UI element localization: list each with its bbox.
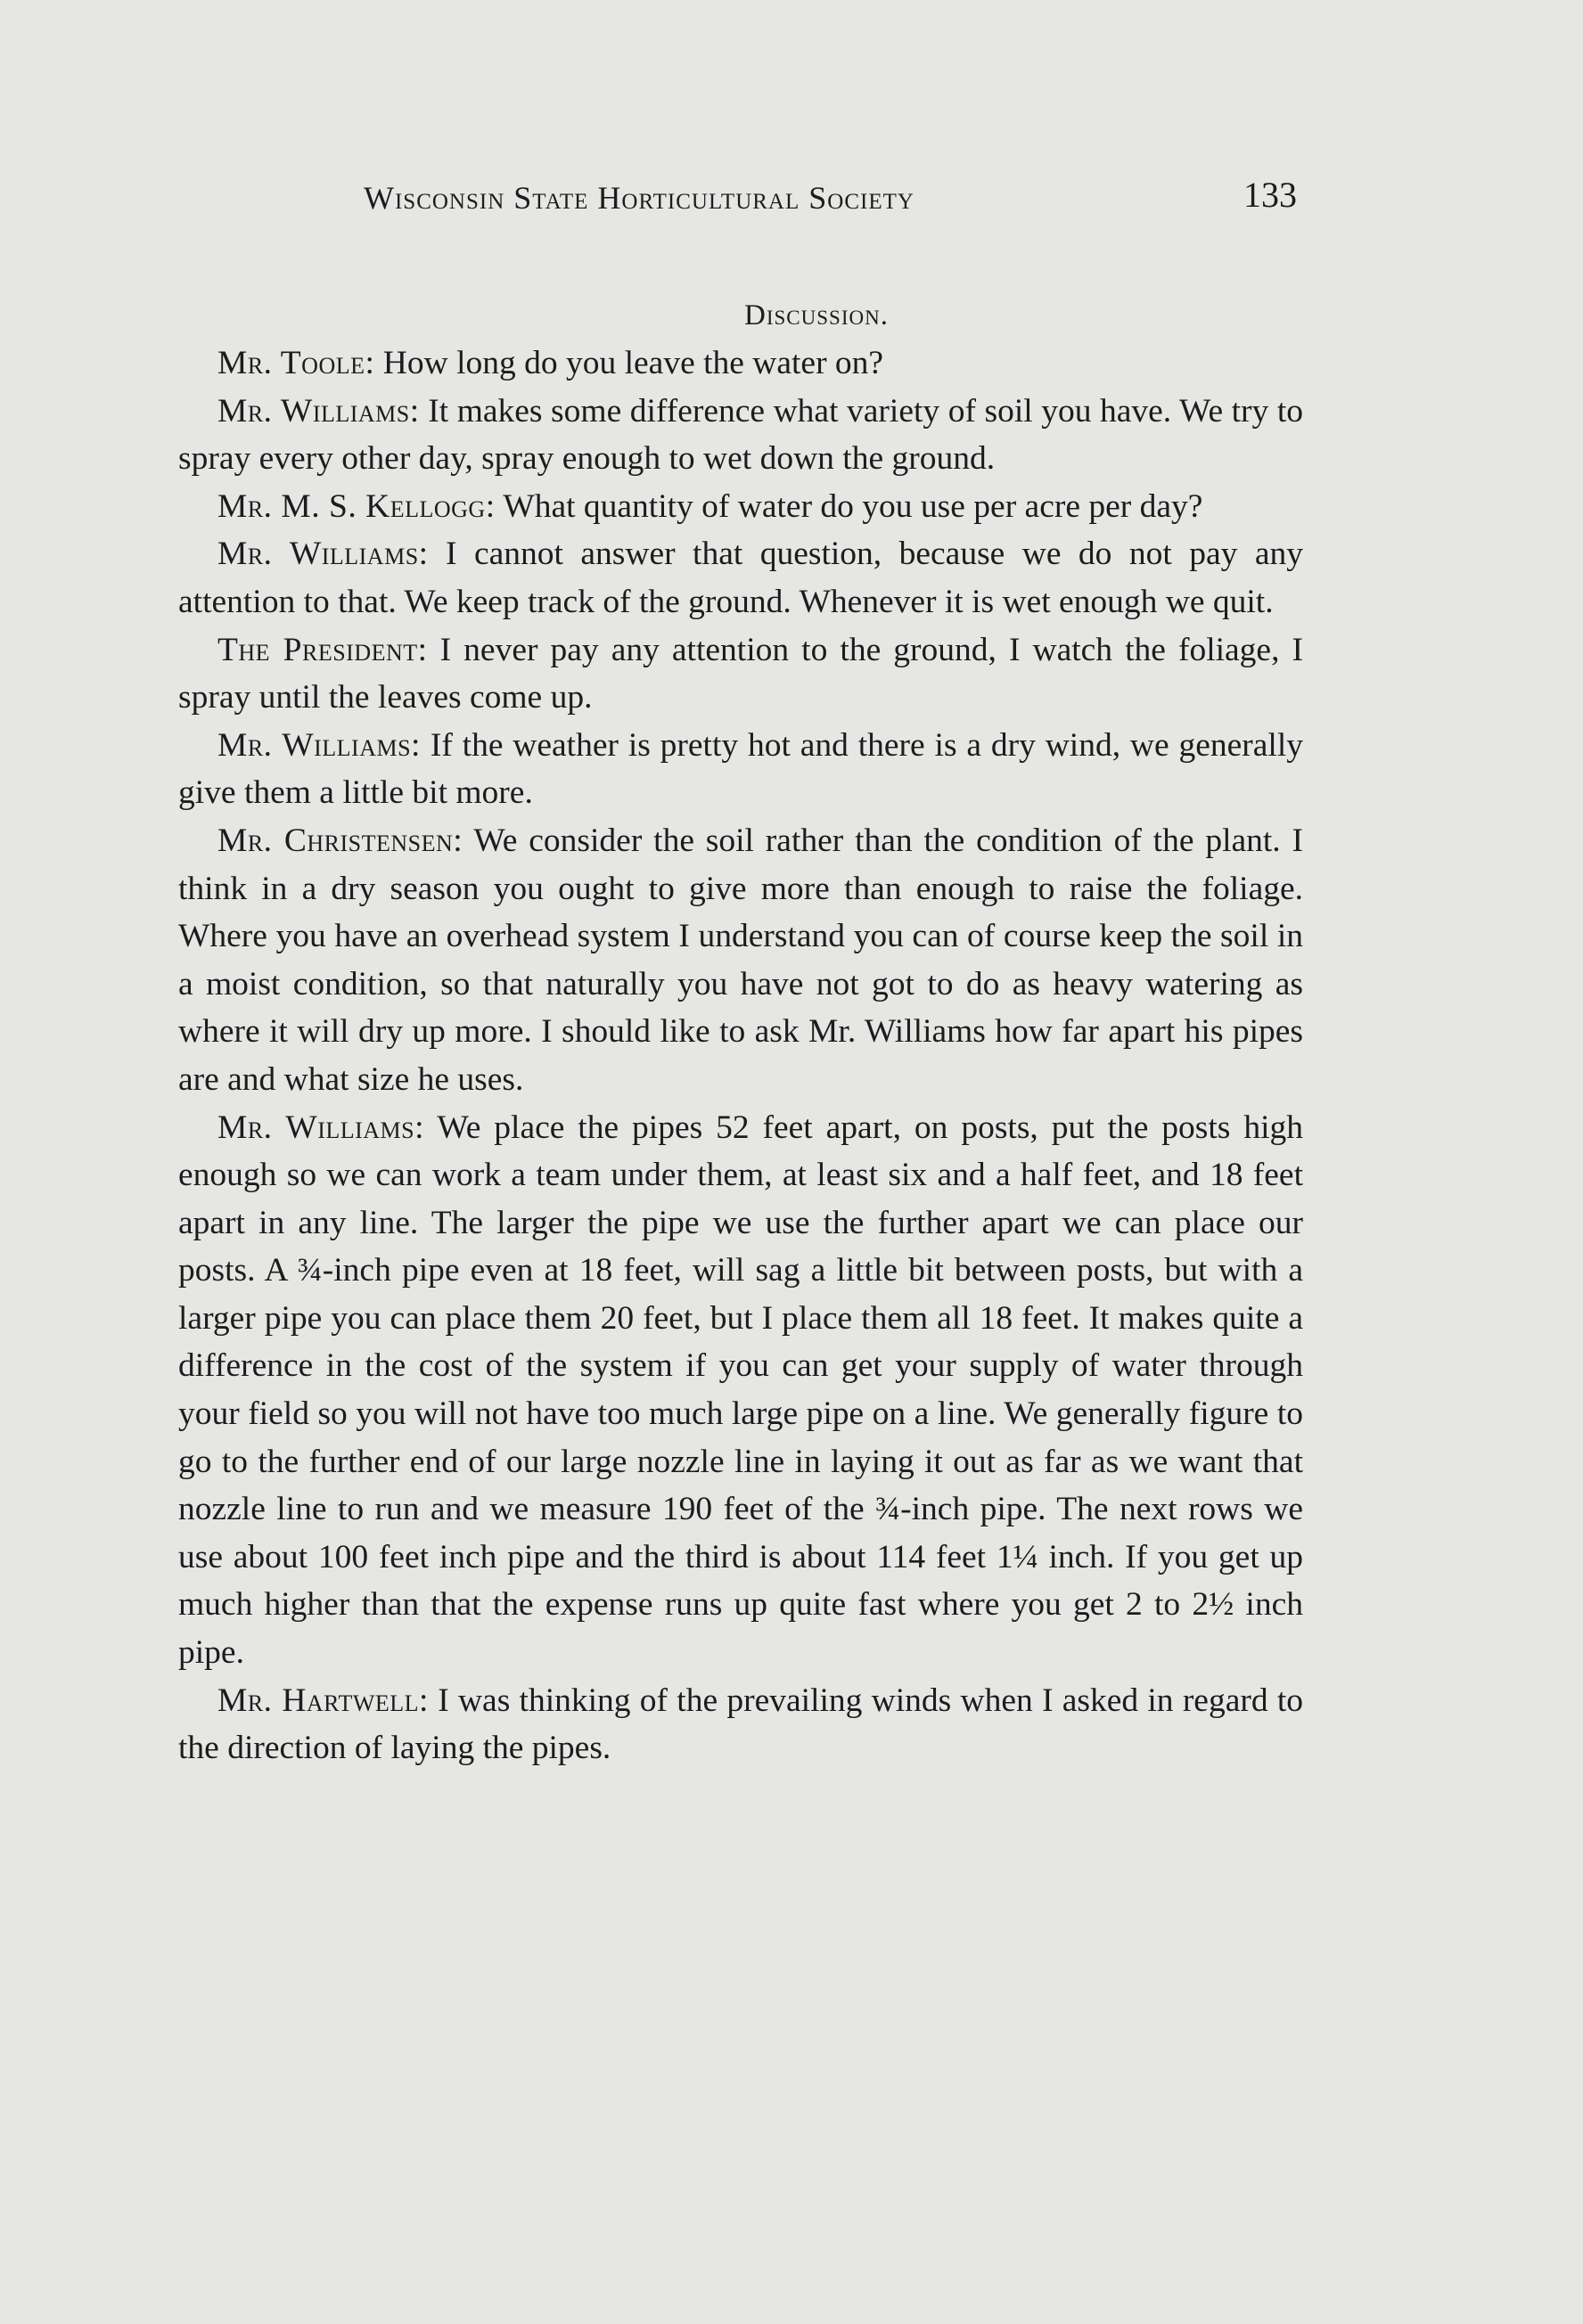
speaker-name: Mr. Christensen: <box>217 822 463 859</box>
paragraph <box>178 388 1303 483</box>
paragraph-text: I never pay any attention to the ground, I watch the foliage, I spray until the leaves come up. <box>178 631 1303 716</box>
speaker-name: Mr. Hartwell: <box>217 1682 429 1719</box>
section-heading: Discussion. <box>744 299 889 331</box>
speaker-name: The President: <box>217 631 428 668</box>
page-header <box>178 174 1297 227</box>
speaker-name: Mr. Williams: <box>217 392 420 430</box>
paragraph-text: We place the pipes 52 feet apart, on posts, put the posts high enough so we can work a team under them, at least six and a half feet, and 18 feet apart in any line. The larger the pipe we use the further apart we can place our posts. A ¾-inch pipe even at 18 feet, will sag a little bit between posts, but with a larger pipe you can place them 20 feet, but I place them all 18 feet. It makes quite a difference in the cost of the system if you can get your supply of water through your field so you will not have too much large pipe on a line. We generally figure to go to the further end of our large nozzle line in laying it out as far as we want that nozzle line to run and we measure 190 feet of the ¾-inch pipe. The next rows we use about 100 feet inch pipe and the third is about 114 feet 1¼ inch. If you get up much higher than that the expense runs up quite fast where you get 2 to 2½ inch pipe. <box>178 1109 1303 1672</box>
paragraph <box>178 626 1303 722</box>
speaker-name: Mr. Williams: <box>217 536 429 573</box>
speaker-name: Mr. Williams: <box>217 726 421 764</box>
paragraph-text: I was thinking of the prevailing winds when I asked in regard to the direction of laying the pipes. <box>178 1682 1304 1767</box>
running-title: Wisconsin State Horticultural Society <box>364 180 915 216</box>
paragraph <box>178 817 1303 1104</box>
paragraph <box>178 483 1303 531</box>
paragraph <box>178 530 1303 626</box>
paragraph-text: How long do you leave the water on? <box>382 345 884 381</box>
speaker-name: Mr. Williams: <box>217 1109 425 1146</box>
paragraph <box>178 1104 1303 1677</box>
paragraph-text: It makes some difference what variety of soil you have. We try to spray every other day, spray enough to wet down the ground. <box>178 392 1304 478</box>
speaker-name: Mr. Toole: <box>217 345 375 381</box>
speaker-name: Mr. M. S. Kellogg: <box>217 487 496 525</box>
paragraph-text: What quantity of water do you use per acre per day? <box>503 487 1203 525</box>
paragraph-text: I cannot answer that question, because we do not pay any attention to that. We keep track of the ground. Whenever it is wet enough we quit. <box>178 536 1303 620</box>
paragraph <box>178 1677 1303 1772</box>
paragraph-text: We consider the soil rather than the condition of the plant. I think in a dry season you ought to give more than enough to raise the foliage. Where you have an overhead system I understand you can of course keep the soil in a moist condition, so that naturally you have not got to do as heavy watering as where it will dry up more. I should like to ask Mr. Williams how far apart his pipes are and what size he uses. <box>178 822 1304 1098</box>
body-text <box>178 291 1303 1772</box>
paragraph <box>178 340 1303 388</box>
page-number: 133 <box>1243 175 1297 215</box>
paragraph <box>178 722 1303 817</box>
paragraph-text: If the weather is pretty hot and there is a dry wind, we generally give them a little bit more. <box>178 726 1303 812</box>
